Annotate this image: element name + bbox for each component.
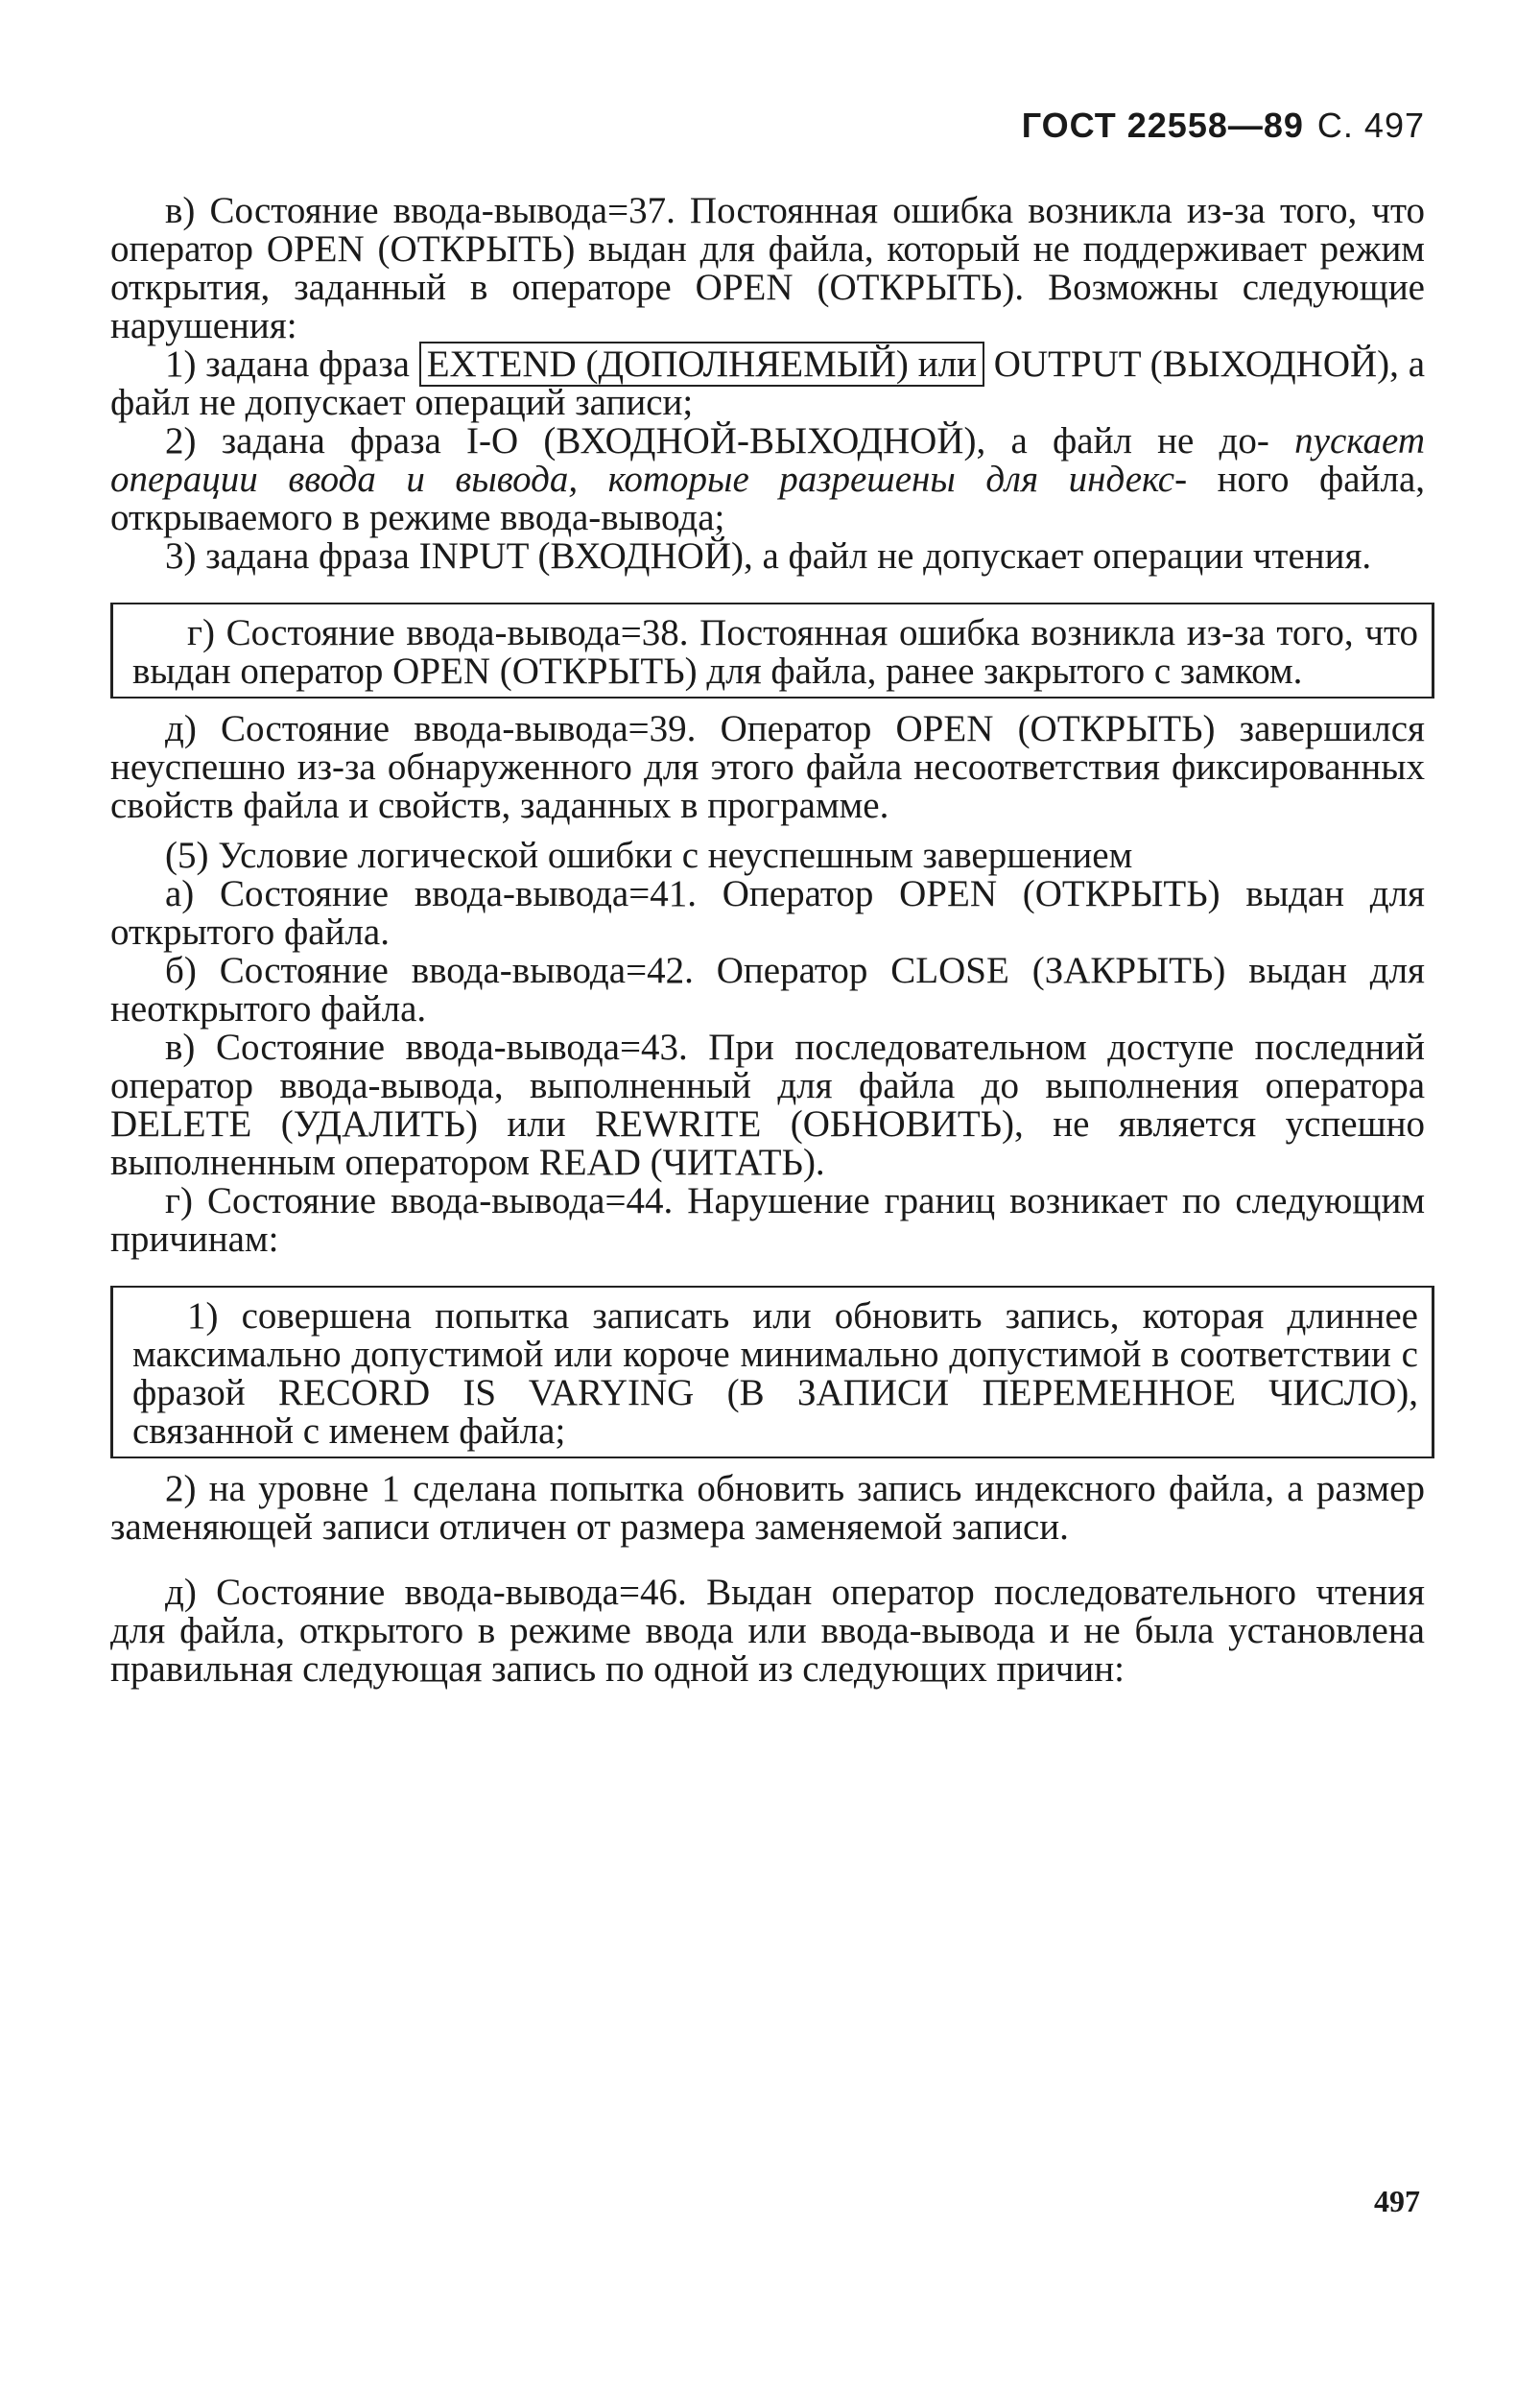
- paragraph-text: OUTPUT (ВЫХОДНОЙ), а файл не допускает операций записи;: [110, 343, 1426, 423]
- paragraph: 2) на уровне 1 сделана попытка обновить запись индексного файла, а размер заменяющей записи отличен от размера заменяемой записи.: [110, 1468, 1425, 1548]
- boxed-block: [110, 1286, 1434, 1458]
- paragraph-text: ного файла, открываемого в режиме ввода-вывода;: [110, 459, 1426, 538]
- paragraph: в) Состояние ввода-вывода=37. Постоянная ошибка возникла из-за того, что оператор OPEN (ОТКРЫТЬ) выдан для файла, который не поддерживает режим открытия, заданный в операторе OPEN (ОТКРЫТЬ). Возможны следующие нарушения:: [110, 190, 1425, 346]
- paragraph-text: 1) задана фраза: [165, 343, 410, 385]
- paragraph: [110, 345, 1425, 422]
- italic-text: пускает операции ввода и вывода, которые разрешены для индекс-: [110, 420, 1426, 500]
- header-page-number: С. 497: [1316, 106, 1425, 145]
- footer-page-number: 497: [1374, 2184, 1420, 2218]
- paragraph: [110, 422, 1425, 537]
- paragraph: д) Состояние ввода-вывода=46. Выдан оператор последовательного чтения для файла, открытого в режиме ввода или ввода-вывода и не была установлена правильная следующая запись по одной из следующих причин:: [110, 1572, 1425, 1690]
- paragraph-text: 2) задана фраза I-O (ВХОДНОЙ-ВЫХОДНОЙ), а файл не до-: [165, 420, 1269, 462]
- paragraph: г) Состояние ввода-вывода=44. Нарушение границ возникает по следующим причинам:: [110, 1180, 1425, 1260]
- paragraph: 1) совершена попытка записать или обновить запись, которая длиннее максимально допустимой или короче минимально допустимой в соответствии с фразой RECORD IS VARYING (В ЗАПИСИ ПЕРЕМЕННОЕ ЧИСЛО), связанной с именем файла;: [132, 1295, 1418, 1452]
- paragraph: г) Состояние ввода-вывода=38. Постоянная ошибка возникла из-за того, что выдан оператор OPEN (ОТКРЫТЬ) для файла, ранее закрытого с замком.: [132, 612, 1418, 692]
- paragraph: 3) задана фраза INPUT (ВХОДНОЙ), а файл не допускает операции чтения.: [165, 535, 1372, 577]
- standard-code: ГОСТ 22558—89: [1021, 106, 1304, 145]
- page-header: [1022, 106, 1425, 146]
- document-body: [110, 192, 1425, 1689]
- boxed-block: [110, 603, 1434, 699]
- paragraph: б) Состояние ввода-вывода=42. Оператор CLOSE (ЗАКРЫТЬ) выдан для неоткрытого файла.: [110, 950, 1425, 1030]
- framed-phrase: EXTEND (ДОПОЛНЯЕМЫЙ) или: [419, 342, 984, 387]
- paragraph: д) Состояние ввода-вывода=39. Оператор OPEN (ОТКРЫТЬ) завершился неуспешно из-за обнаруженного для этого файла несоответствия фиксированных свойств файла и свойств, заданных в программе.: [110, 708, 1425, 826]
- paragraph: в) Состояние ввода-вывода=43. При последовательном доступе последний оператор ввода-вывода, выполненный для файла до выполнения оператора DELETE (УДАЛИТЬ) или REWRITE (ОБНОВИТЬ), не является успешно выполненным оператором READ (ЧИТАТЬ).: [110, 1027, 1425, 1183]
- paragraph: а) Состояние ввода-вывода=41. Оператор OPEN (ОТКРЫТЬ) выдан для открытого файла.: [110, 873, 1425, 953]
- section-heading: (5) Условие логической ошибки с неуспешным завершением: [165, 835, 1133, 876]
